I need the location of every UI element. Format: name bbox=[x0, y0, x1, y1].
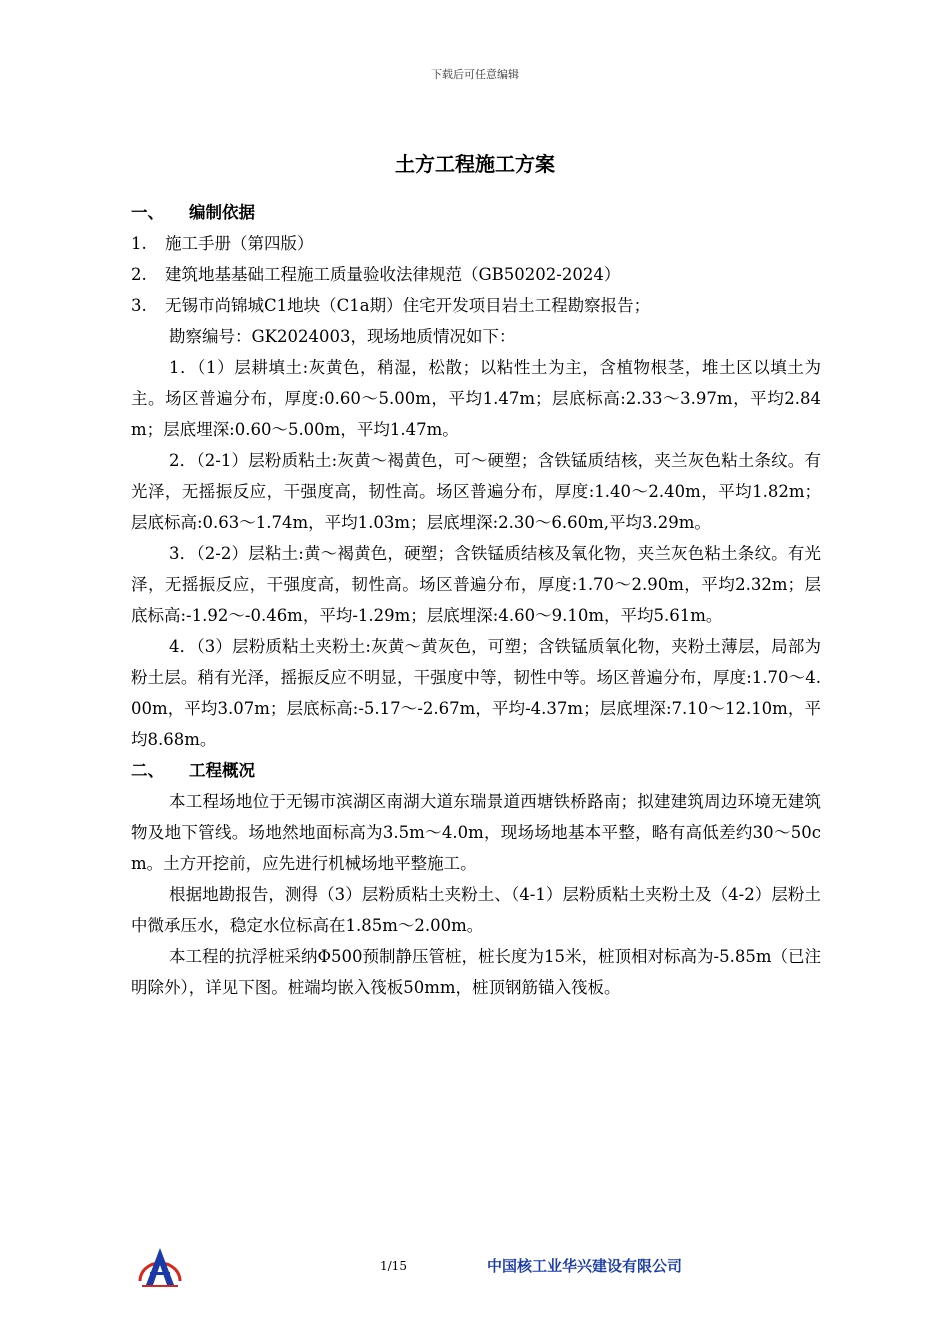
page-footer bbox=[0, 1245, 950, 1295]
header-note: 下载后可任意编辑 bbox=[431, 68, 519, 81]
survey-number-line: 勘察编号：GK2024003，现场地质情况如下： bbox=[169, 327, 516, 346]
section-heading-1 bbox=[131, 197, 821, 228]
section-number: 二、 bbox=[131, 761, 164, 780]
soil-layer-paragraph: 3．（2-2）层粘土:黄～褐黄色，硬塑；含铁锰质结核及氧化物，夹兰灰色粘土条纹。有光泽，无摇振反应，干强度高，韧性高。场区普遍分布，厚度:1.70～2.90m，平均2.32m；层底标高:-1.92～-0.46m，平均-1.29m；层底埋深:4.60～9.10m，平均5.61m。 bbox=[131, 544, 821, 625]
overview-paragraph: 本工程场地位于无锡市滨湖区南湖大道东瑞景道西塘铁桥路南；拟建建筑周边环境无建筑物及地下管线。场地然地面标高为3.5m～4.0m，现场场地基本平整，略有高低差约30～50cm。土方开挖前，应先进行机械场地平整施工。 bbox=[131, 792, 821, 873]
section-number: 一、 bbox=[131, 203, 164, 222]
company-logo-icon bbox=[136, 1245, 184, 1289]
overview-paragraph: 本工程的抗浮桩采纳Φ500预制静压管桩，桩长度为15米，桩顶相对标高为-5.85m（已注明除外），详见下图。桩端均嵌入筏板50mm，桩顶钢筋锚入筏板。 bbox=[131, 947, 821, 997]
overview-paragraph: 根据地勘报告，测得（3）层粉质粘土夹粉土、（4-1）层粉质粘土夹粉土及（4-2）层粉土中微承压水，稳定水位标高在1.85m～2.00m。 bbox=[131, 885, 821, 935]
page-number: 1/15 bbox=[380, 1259, 407, 1273]
soil-layer-paragraph: 4．（3）层粉质粘土夹粉土:灰黄～黄灰色，可塑；含铁锰质氧化物，夹粉土薄层，局部为粉土层。稍有光泽，摇振反应不明显，干强度中等，韧性中等。场区普遍分布，厚度:1.70～4.00m，平均3.07m；层底标高:-5.17～-2.67m，平均-4.37m；层底埋深:7.10～12.10m，平均8.68m。 bbox=[131, 637, 821, 749]
document-title: 土方工程施工方案 bbox=[395, 152, 555, 176]
company-name: 中国核工业华兴建设有限公司 bbox=[487, 1257, 683, 1275]
list-item bbox=[131, 290, 821, 321]
list-item-text: 施工手册（第四版） bbox=[165, 234, 314, 253]
section-title: 编制依据 bbox=[189, 203, 255, 222]
document-body bbox=[131, 197, 821, 1003]
list-item bbox=[131, 259, 821, 290]
list-item-text: 无锡市尚锦城C1地块（C1a期）住宅开发项目岩土工程勘察报告； bbox=[165, 296, 651, 315]
list-item-number: 2. bbox=[131, 265, 147, 284]
list-item bbox=[131, 228, 821, 259]
soil-layer-paragraph: 1．（1）层耕填土:灰黄色，稍湿，松散；以粘性土为主，含植物根茎，堆土区以填土为主。场区普遍分布，厚度:0.60～5.00m，平均1.47m；层底标高:2.33～3.97m，平均2.84m；层底埋深:0.60～5.00m，平均1.47m。 bbox=[131, 358, 821, 439]
section-heading-2 bbox=[131, 755, 821, 786]
list-item-number: 3. bbox=[131, 296, 147, 315]
list-item-text: 建筑地基基础工程施工质量验收法律规范（GB50202-2024） bbox=[165, 265, 621, 284]
section-title: 工程概况 bbox=[189, 761, 255, 780]
soil-layer-paragraph: 2．（2-1）层粉质粘土:灰黄～褐黄色，可～硬塑；含铁锰质结核，夹兰灰色粘土条纹。有光泽，无摇振反应，干强度高，韧性高。场区普遍分布，厚度:1.40～2.40m，平均1.82m；层底标高:0.63～1.74m，平均1.03m；层底埋深:2.30～6.60m,平均3.29m。 bbox=[131, 451, 821, 532]
list-item-number: 1. bbox=[131, 234, 147, 253]
